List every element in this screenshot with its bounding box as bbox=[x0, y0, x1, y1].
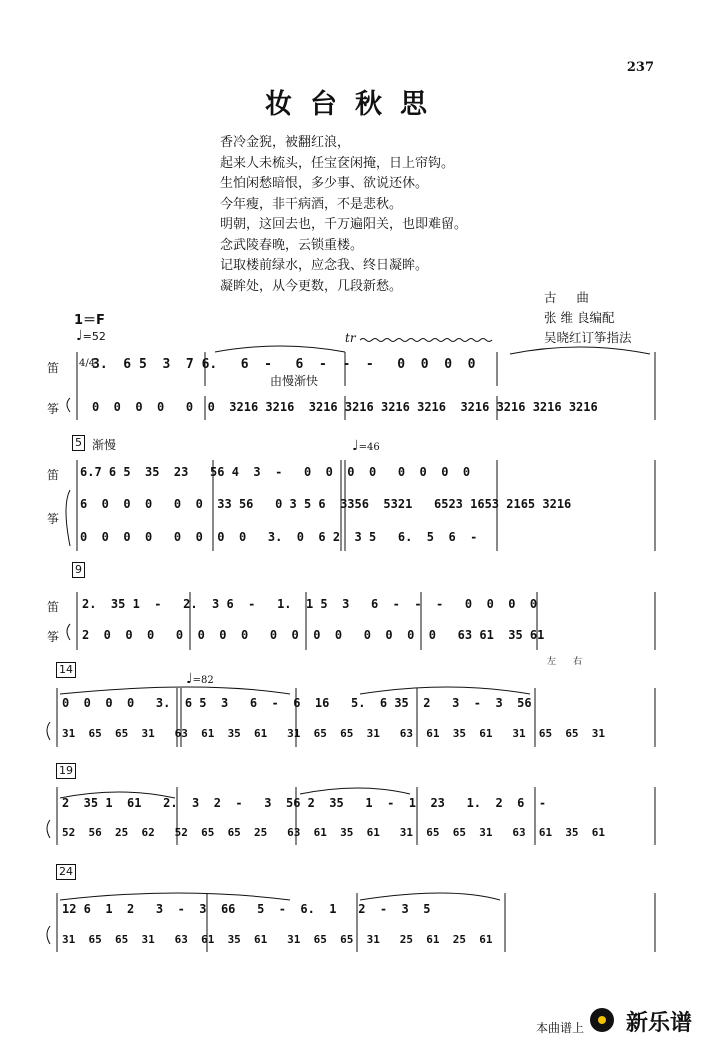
tempo-initial-value: =52 bbox=[82, 330, 106, 343]
system-number-14: 14 bbox=[56, 662, 76, 678]
instrument-di: 笛 bbox=[47, 361, 60, 375]
poem-line: 明朝，这回去也，千万遍阳关，也即难留。 bbox=[220, 217, 468, 232]
system-number-5: 5 bbox=[72, 435, 85, 451]
gradually-slow-mark: 渐慢 bbox=[92, 438, 117, 452]
system-number-24: 24 bbox=[56, 864, 76, 880]
quarter-note-icon: ♩ bbox=[186, 671, 193, 687]
page-title: 妆台秋思 bbox=[265, 89, 445, 120]
notes-line5-top: 2 35 1 61 2. 3 2 - 3 56 2 35 1 - 1 23 1. 2 6 - bbox=[62, 796, 547, 810]
key-signature: 1＝F bbox=[74, 313, 105, 328]
poem-line: 香冷金猊，被翻红浪， bbox=[220, 135, 351, 150]
instrument-zheng: 筝 bbox=[47, 630, 60, 644]
left-hand-mark: 左 bbox=[547, 657, 557, 667]
notes-line4-top: 0 0 0 0 3. 6 5 3 6 - 6 16 5. 6 35 2 3 - 3 56 bbox=[62, 696, 532, 710]
poem-line: 凝眸处，从今更数，几段新愁。 bbox=[220, 278, 403, 294]
tempo-third bbox=[186, 671, 214, 687]
notes-line4-bottom: 31 65 65 31 63 61 35 61 31 65 65 31 63 61 35 61 31 65 65 31 bbox=[62, 727, 606, 740]
tempo-second-value: =46 bbox=[358, 442, 380, 453]
notes-line2-zheng-lower: 0 0 0 0 0 0 0 0 3. 0 6 2 3 5 6. 5 6 - bbox=[80, 530, 478, 544]
site-logo-text: 新乐谱 bbox=[625, 1011, 692, 1036]
notes-line5-bottom: 52 56 25 62 52 65 65 25 63 61 35 61 31 65 65 31 63 61 35 61 bbox=[62, 826, 606, 839]
poem-line: 生怕闲愁暗恨，多少事、欲说还休。 bbox=[220, 176, 429, 191]
footer-text: 本曲谱上 bbox=[535, 1021, 584, 1035]
tempo-third-value: =82 bbox=[192, 675, 214, 686]
poem-line: 今年瘦，非干病酒，不是悲秋。 bbox=[220, 196, 403, 212]
poem-line: 记取楼前绿水，应念我、终日凝眸。 bbox=[220, 258, 429, 273]
system-number-19: 19 bbox=[56, 763, 76, 779]
tempo-second bbox=[352, 438, 380, 454]
quarter-note-icon: ♩ bbox=[76, 328, 83, 344]
quarter-note-icon: ♩ bbox=[352, 438, 359, 454]
notes-line1-di: 3. 6 5 3 7 6. 6 - 6 - - - 0 0 0 0 bbox=[92, 357, 476, 372]
gradually-slow-fast-mark: 由慢渐快 bbox=[270, 374, 319, 388]
credit-arranger: 张 维 良编配 bbox=[544, 310, 615, 325]
instrument-zheng: 筝 bbox=[47, 512, 60, 526]
instrument-di: 笛 bbox=[47, 600, 60, 614]
instrument-di: 笛 bbox=[47, 468, 60, 482]
poem-line: 起来人未梳头，任宝奁闲掩，日上帘钩。 bbox=[220, 155, 455, 171]
disc-logo-icon bbox=[590, 1008, 614, 1032]
notes-line2-zheng-upper: 6 0 0 0 0 0 33 56 0 3 5 6 3356 5321 6523 1653 2165 3216 bbox=[80, 497, 572, 511]
notes-line3-zheng: 2 0 0 0 0 0 0 0 0 0 0 0 0 0 0 0 63 61 35 61 bbox=[82, 628, 545, 642]
notes-line6-top: 12 6 1 2 3 - 3 66 5 - 6. 1 2 - 3 5 bbox=[62, 902, 431, 916]
time-signature: 4/4 bbox=[79, 358, 96, 369]
poem-line: 念武陵春晚，云锁重楼。 bbox=[220, 237, 364, 253]
system-number-9: 9 bbox=[72, 562, 85, 578]
instrument-zheng: 筝 bbox=[47, 402, 60, 416]
credit-origin: 古 曲 bbox=[544, 290, 589, 305]
page-number: 237 bbox=[626, 60, 654, 75]
right-hand-mark: 右 bbox=[573, 657, 583, 667]
notes-line3-di: 2. 35 1 - 2. 3 6 - 1. 1 5 3 6 - - - 0 0 0 0 bbox=[82, 597, 538, 611]
notes-line1-zheng: 0 0 0 0 0 0 3216 3216 3216 3216 3216 3216 3216 3216 3216 3216 bbox=[92, 400, 598, 414]
notes-line6-bottom: 31 65 65 31 63 61 35 61 31 65 65 31 25 61 25 61 bbox=[62, 933, 493, 946]
credit-guzheng: 吴晓红订筝指法 bbox=[544, 330, 632, 345]
tr-mark: tr bbox=[345, 331, 356, 345]
notes-line2-di: 6.7 6 5 35 23 56 4 3 - 0 0 0 0 0 0 0 0 bbox=[80, 465, 471, 479]
